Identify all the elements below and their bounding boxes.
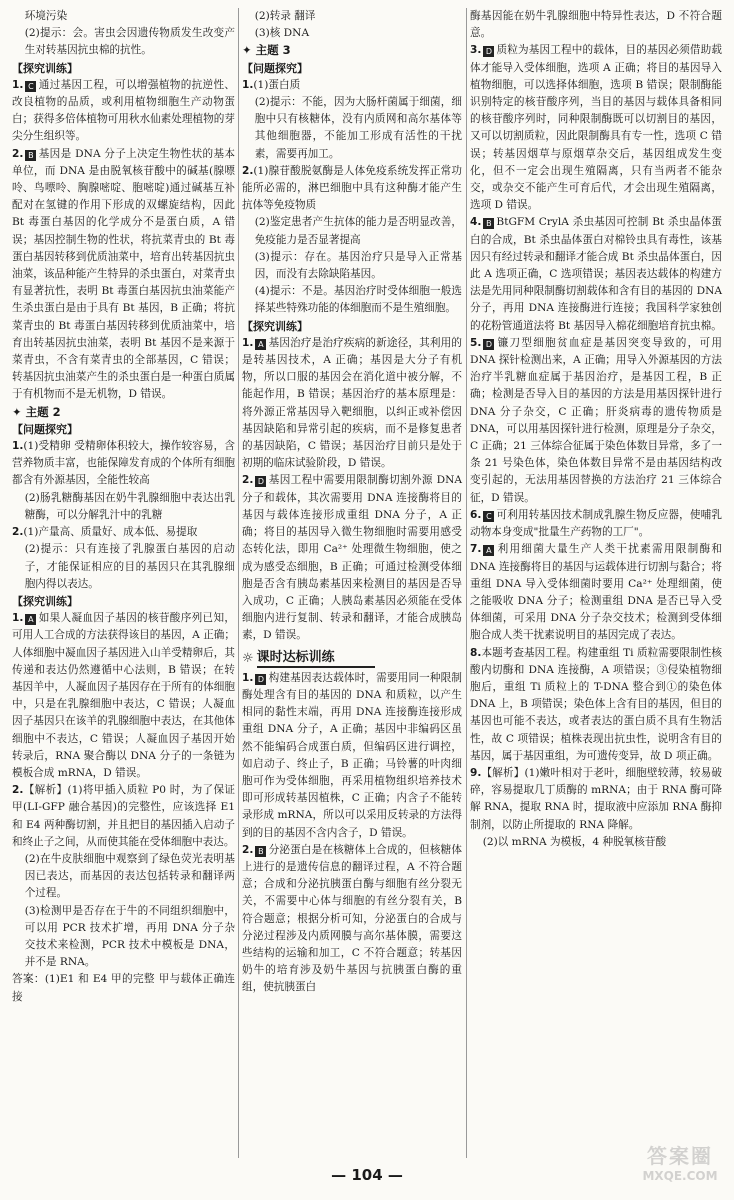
question-number: 2. [242, 164, 254, 177]
subsection-heading [12, 593, 235, 610]
paragraph-text: (3)检测甲是否存在于牛的不同组织细胞中，可以用 PCR 技术扩增，再用 DNA 分子杂交技术来检测，PCR 技术中模板是 DNA，并不是 RNA。 [24, 904, 235, 969]
paragraph-text: 【探究训练】 [12, 594, 78, 608]
paragraph-text: 构建基因表达载体时，需要用同一种限制酶处理含有目的基因的 DNA 和质粒，以产生相同的黏性末端，再用 DNA 连接酶连接形成重组 DNA 分子，A 正确；基因中非编码区虽然不能编码合成蛋白质，但编码区进行调控，如启动子、终止子，B 正确；马铃薯的叶肉细胞可作为受体细胞，再采用植物组织培养技术即可形成转基因植株，C 正确；内含子不能转录形成 mRNA，所以可以采用反转录的方法得到的目的基因不含内含子，D 错误。 [242, 671, 462, 839]
answer-paragraph [242, 472, 462, 644]
answer-choice-badge: B [255, 846, 266, 857]
answer-choice-badge: B [483, 218, 494, 229]
subsection-heading [242, 60, 462, 77]
paragraph-text: (2)提示：会。害虫会因遗传物质发生改变产生对转基因抗虫棉的抗性。 [24, 27, 235, 57]
answer-paragraph [242, 670, 462, 842]
lightbulb-icon: ☼ [242, 650, 254, 666]
answer-choice-badge: D [255, 476, 266, 487]
answer-paragraph [242, 214, 462, 248]
question-number: 1. [12, 612, 24, 625]
question-number: 2. [12, 147, 24, 160]
subsection-heading [242, 318, 462, 335]
question-number: 7. [470, 543, 482, 556]
section-title: 课时达标训练 [257, 649, 375, 668]
answer-choice-badge: D [483, 339, 494, 350]
subsection-heading [12, 421, 235, 438]
answer-paragraph [470, 541, 722, 644]
answer-paragraph [242, 94, 462, 163]
question-number: 1. [242, 336, 254, 349]
paragraph-text: (2)在牛皮肤细胞中观察到了绿色荧光表明基因已表达，而基因的表达包括转录和翻译两个过程。 [24, 852, 235, 900]
answer-choice-badge: D [255, 674, 266, 685]
paragraph-text: (1)蛋白质 [253, 78, 301, 91]
paragraph-text: (1)产量高、质量好、成本低、易提取 [23, 526, 198, 539]
answer-paragraph [470, 834, 722, 851]
answer-choice-badge: A [255, 339, 266, 350]
answer-paragraph [12, 971, 235, 1005]
answer-paragraph [12, 25, 235, 59]
paragraph-text: (2)提示：不能，因为大肠杆菌属于细菌，细胞中只有核糖体，没有内质网和高尔基体等其他细胞器，不能加工形成有活性的干扰素，需要再加工。 [254, 96, 462, 160]
answer-paragraph [242, 8, 462, 25]
subsection-heading [12, 60, 235, 77]
question-number: 3. [470, 44, 482, 57]
paragraph-text: 基因是 DNA 分子上决定生物性状的基本单位，而 DNA 是由脱氧核苷酸中的碱基(腺嘌呤、鸟嘌呤、胸腺嘧啶、胞嘧啶)通过碱基互补配对在氢键的作用下形成的双螺旋结构，因此 Bt 毒蛋白基因的化学成分不是蛋白质，A 错误；基因控制生物的性状，将抗菜青虫的 Bt 毒蛋白基因转移到优质油菜中，培育出转基因抗虫油菜，该品种能产生特异的杀虫蛋白，对菜青虫有显著抗性，表明 Bt 毒蛋白基因抗虫油菜能产生杀虫蛋白是由于具有 Bt 基因，B 正确；将抗菜青虫的 Bt 毒蛋白基因转移到优质油菜中，培育出转基因抗虫油菜，表明 Bt 基因不是来源于菜青虫，不含有菜青虫的全部基因，C 错误；转基因抗虫油菜产生的杀虫蛋白是一种蛋白质属于有机物而不是无机物，D 错误。 [12, 147, 235, 401]
paragraph-text: 【解析】(1)嫩叶相对于老叶，细胞壁较薄，较易破碎，容易提取几丁质酶的 mRNA；由于 RNA 酶可降解 RNA，提取 RNA 时，提取液中应添加 RNA 酶抑制剂，以防止所提取的 RNA 降解。 [470, 766, 722, 831]
paragraph-text: (2)以 mRNA 为模板，4 种脱氧核苷酸 [482, 835, 667, 848]
answer-paragraph [12, 782, 235, 851]
answer-paragraph [12, 8, 235, 25]
paragraph-text: 酶基因能在奶牛乳腺细胞中特异性表达，D 不符合题意。 [470, 10, 722, 40]
column-middle [242, 8, 462, 997]
paragraph-text: 镰刀型细胞贫血症是基因突变导致的，可用 DNA 探针检测出来，A 正确；用导入外源基因的方法治疗半乳糖血症属于基因治疗，是基因工程，B 正确；检测是否导入目的基因的方法是用基因探针进行 DNA 分子杂交，C 正确；肝炎病毒的遗传物质是 DNA，可以用基因探针进行检测，原理是分子杂交，C 正确；21 三体综合征属于染色体数目异常，多了一条 21 号染色体，染色体数目异常不是由基因结构改变引起的，无法用基因替换的方法治疗 21 三体综合征，D 错误。 [470, 336, 722, 504]
answer-paragraph [242, 25, 462, 42]
answer-paragraph [470, 335, 722, 507]
question-number: 6. [470, 508, 482, 521]
watermark-logo [632, 1140, 728, 1196]
column-divider [238, 8, 239, 1158]
column-right [470, 8, 722, 851]
question-number: 8. [470, 646, 482, 659]
paragraph-text: 【解析】(1)将甲插入质粒 P0 时，为了保证甲(LI-GFP 融合基因)的完整性，应该选择 E1 和 E4 两种酶切割，并且把目的基因插入启动子和终止子之间，从而使其能在受体细胞中表达。 [12, 784, 235, 848]
question-number: 1. [242, 671, 254, 684]
answer-paragraph [470, 507, 722, 541]
topic-heading [242, 42, 462, 59]
question-number: 2. [242, 843, 254, 856]
column-left [12, 8, 235, 1006]
paragraph-text: 【探究训练】 [12, 61, 78, 75]
answer-paragraph [470, 42, 722, 214]
answer-paragraph [242, 163, 462, 215]
answer-choice-badge: B [25, 150, 36, 161]
question-number: 4. [470, 216, 482, 229]
answer-paragraph [470, 8, 722, 42]
answer-paragraph [242, 335, 462, 473]
answer-paragraph [12, 524, 235, 541]
watermark-line: MXQE.COM [642, 1169, 718, 1183]
paragraph-text: 【问题探究】 [242, 61, 308, 75]
paragraph-text: (2)提示：只有连接了乳腺蛋白基因的启动子，才能保证相应的目的基因只在其乳腺细胞内得以表达。 [24, 543, 235, 590]
paragraph-text: 可利用转基因技术制成乳腺生物反应器，使哺乳动物本身变成"批量生产药物的工厂"。 [470, 508, 722, 539]
paragraph-text: 分泌蛋白是在核糖体上合成的，但核糖体上进行的是遗传信息的翻译过程，A 不符合题意；合成和分泌抗胰蛋白酶与细胞有丝分裂无关，不需要中心体与细胞的有丝分裂有关，B 符合题意；根据分析可知，分泌蛋白的合成与分泌过程涉及内质网膜与高尔基体膜，需要这些结构的运输和加工，C 不符合题意；转基因奶牛的培育涉及奶牛基因与抗胰蛋白酶的重组，使抗胰蛋白 [242, 843, 462, 994]
paragraph-text: 通过基因工程，可以增强植物的抗逆性、改良植物的品质，或利用植物细胞生产动物蛋白；获得多倍体植物可用秋水仙素处理植物的芽尖分生组织等。 [12, 78, 235, 143]
answer-paragraph [12, 541, 235, 593]
answer-choice-badge: C [483, 511, 494, 522]
answer-paragraph [470, 765, 722, 834]
answer-paragraph [470, 645, 722, 765]
paragraph-text: 基因工程中需要用限制酶切割外源 DNA 分子和载体，其次需要用 DNA 连接酶将目的基因与载体连接形成重组 DNA 分子，A 正确；将目的基因导入微生物细胞时需要用感受态转化法，即用 Ca²⁺ 处理微生物细胞，使之成为感受态细胞，B 正确；可通过检测受体细胞是否含有胰岛素基因来检测目的基因是否导入成功，C 正确；人胰岛素基因必须能在受体细胞内进行复制、转录和翻译，才能合成胰岛素，D 错误。 [242, 474, 462, 642]
paragraph-text: 利用细菌大量生产人类干扰素需用限制酶和 DNA 连接酶将目的基因与运载体进行切割与黏合；将重组 DNA 导入受体细菌时要用 Ca²⁺ 处理细菌，使之能吸收 DNA 分子；检测重组 DNA 是否已导入受体细菌，可采用 DNA 分子杂交技术；检测到受体细胞合成人类干扰素说明目的基因完成了表达。 [470, 543, 722, 642]
answer-paragraph [242, 77, 462, 94]
answer-paragraph [12, 438, 235, 490]
answer-paragraph [242, 842, 462, 997]
paragraph-text: (2)转录 翻译 [254, 10, 316, 22]
answer-choice-badge: A [25, 614, 36, 625]
answer-paragraph [12, 851, 235, 903]
answer-paragraph [12, 610, 235, 782]
answer-paragraph [242, 283, 462, 317]
paragraph-text: 如果人凝血因子基因的核苷酸序列已知，可用人工合成的方法获得该目的基因，A 正确；人体细胞中凝血因子基因进入山羊受精卵后，其传递和表达仍然遵循中心法则，B 错误；在转基因羊中，人凝血因子基因存在于所有的体细胞中，只是在乳腺细胞中表达，C 错误；人凝血因子基因只在该羊的乳腺细胞中表达，在其他体细胞中不表达，C 错误；人凝血因子基因开始转录后，RNA 聚合酶以 DNA 分子的一条链为模板合成 mRNA，D 错误。 [12, 612, 235, 779]
column-divider [466, 8, 467, 1158]
paragraph-text: (2)肠乳糖酶基因在奶牛乳腺细胞中表达出乳糖酶，可以分解乳汁中的乳糖 [24, 491, 235, 521]
paragraph-text: 本题考查基因工程。构建重组 Ti 质粒需要限制性核酸内切酶和 DNA 连接酶，A 项错误；③侵染植物细胞后，重组 Ti 质粒上的 T-DNA 整合到①的染色体 DNA 上，B 项错误；染色体上含有目的基因，但目的基因也可能不表达，或者表达的蛋白质不具有生物活性，故 C 项错误；植株表现出抗虫性，说明含有目的基因，属于基因重组，为可遗传变异，故 D 项正确。 [470, 646, 722, 762]
paragraph-text: 基因治疗是治疗疾病的新途径，其利用的是转基因技术，A 正确；基因是大分子有机物，所以口服的基因会在消化道中被分解，不能起作用，B 错误；基因治疗的基本原理是：将外源正常基因导入靶细胞，以纠正或补偿因基因缺陷和异常引起的疾病，而不是修复患者的基因缺陷，C 错误；基因治疗目前只是处于初期的临床试验阶段，D 错误。 [242, 336, 462, 470]
paragraph-text: (1)受精卵 受精卵体积较大，操作较容易，含营养物质丰富，也能保障发育成的个体所有细胞都含有外源基因，全能性较高 [12, 440, 235, 487]
question-number: 1. [242, 78, 254, 91]
answer-paragraph [12, 490, 235, 524]
question-number: 2. [242, 474, 254, 487]
answer-choice-badge: A [483, 545, 494, 556]
paragraph-text: (3)核 DNA [254, 27, 310, 40]
page-number: — 104 — [331, 1166, 403, 1184]
question-number: 2. [12, 526, 24, 539]
paragraph-text: 环境污染 [24, 10, 68, 22]
paragraph-text: 答案：(1)E1 和 E4 甲的完整 甲与载体正确连接 [12, 973, 235, 1003]
paragraph-text: (4)提示：不是。基因治疗时受体细胞一般选择某些特殊功能的体细胞而不是生殖细胞。 [254, 285, 462, 315]
question-number: 2. [12, 784, 24, 797]
answer-paragraph [242, 249, 462, 283]
answer-paragraph [12, 903, 235, 972]
paragraph-text: (2)鉴定患者产生抗体的能力是否明显改善，免疫能力是否显著提高 [254, 216, 462, 246]
watermark-line: 答案圈 [647, 1144, 713, 1168]
question-number: 5. [470, 336, 482, 349]
answer-paragraph [470, 214, 722, 334]
answer-paragraph [12, 146, 235, 404]
section-heading [242, 649, 462, 668]
answer-choice-badge: D [483, 46, 494, 57]
paragraph-text: 质粒为基因工程中的载体，目的基因必须借助载体才能导入受体细胞，选项 A 正确；将目的基因导入植物细胞，可以选择体细胞，选项 B 错误；限制酶能识别特定的核苷酸序列，当目的基因与载体具备相同的核苷酸序列时，同种限制酶既可以切割目的基因，又可以切割质粒，因此限制酶具有专一性，选项 C 错误；转基因烟草与原烟草杂交后，基因组成发生变化，但不一定会出现生殖隔离，只有当两者不能杂交，或杂交不能产生可育后代，才会出现生殖隔离，选项 D 错误。 [470, 44, 722, 212]
paragraph-text: ✦ 主题 2 [12, 404, 61, 419]
paragraph-text: 【探究训练】 [242, 319, 308, 333]
question-number: 1. [12, 78, 24, 91]
answer-paragraph [12, 77, 235, 146]
paragraph-text: BtGFM CrylA 杀虫基因可控制 Bt 杀虫晶体蛋白的合成，Bt 杀虫晶体蛋白对棉铃虫具有毒性，该基因只有经过转录和翻译才能合成 Bt 杀虫晶体蛋白，因此 A 选项正确，C 选项错误；基因表达载体的构建方法是先用同种限制酶切割载体和含有目的基因的 DNA 分子，再用 DNA 连接酶进行连接；我国科学家独创的花粉管通道法将 Bt 基因导入棉花细胞培育抗虫棉。 [470, 216, 722, 332]
paragraph-text: ✦ 主题 3 [242, 43, 291, 58]
answer-choice-badge: C [25, 81, 36, 92]
paragraph-text: (1)腺苷酸脱氨酶是人体免疫系统发挥正常功能所必需的，淋巴细胞中具有这种酶才能产生抗体等免疫物质 [242, 164, 462, 212]
question-number: 9. [470, 766, 482, 779]
topic-heading [12, 404, 235, 421]
paragraph-text: 【问题探究】 [12, 422, 78, 436]
question-number: 1. [12, 440, 24, 453]
paragraph-text: (3)提示：存在。基因治疗只是导入正常基因，而没有去除缺陷基因。 [254, 250, 462, 281]
